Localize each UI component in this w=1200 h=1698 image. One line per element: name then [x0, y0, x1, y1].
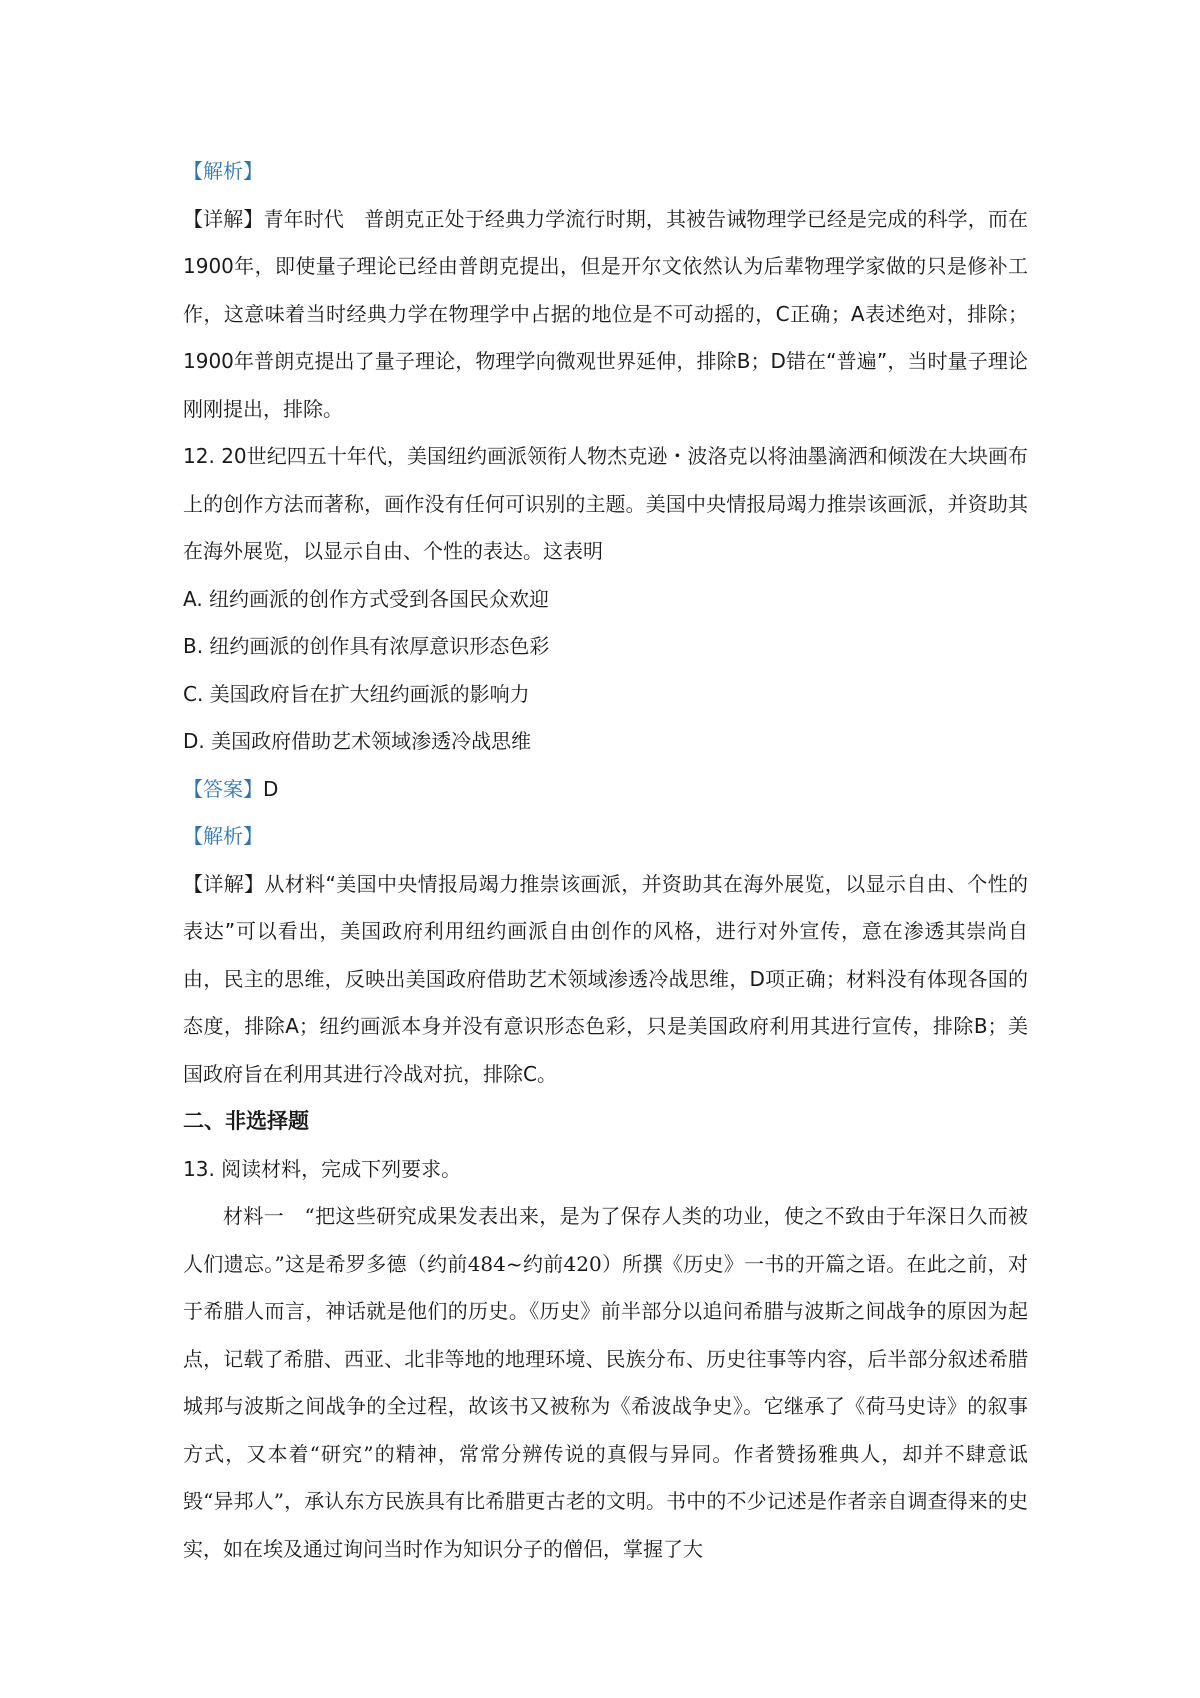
question-12-option-d: D. 美国政府借助艺术领域渗透冷战思维	[183, 729, 532, 753]
analysis-label-12: 【解析】	[183, 824, 263, 848]
analysis-label-1: 【解析】	[183, 159, 263, 183]
detail-text-1: 青年时代 普朗克正处于经典力学流行时期，其被告诫物理学已经是完成的科学，而在1900年，即使量子理论已经由普朗克提出，但是开尔文依然认为后辈物理学家做的只是修补工作，这意味着当时经典力学在物理学中占据的地位是不可动摇的，C正确；A表述绝对，排除；1900年普朗克提出了量子理论，物理学向微观世界延伸，排除B；D错在“普遍”，当时量子理论刚刚提出，排除。	[183, 206, 1029, 421]
question-13-material-1: 材料一 “把这些研究成果发表出来，是为了保存人类的功业，使之不致由于年深日久而被人们遗忘。”这是希罗多德（约前484~约前420）所撰《历史》一书的开篇之语。在此之前，对于希腊人而言，神话就是他们的历史。《历史》前半部分以追问希腊与波斯之间战争的原因为起点，记载了希腊、西亚、北非等地的地理环境、民族分布、历史往事等内容，后半部分叙述希腊城邦与波斯之间战争的全过程，故该书又被称为《希波战争史》。它继承了《荷马史诗》的叙事方式，又本着“研究”的精神，常常分辨传说的真假与异同。作者赞扬雅典人，却并不肆意诋毁“异邦人”，承认东方民族具有比希腊更古老的文明。书中的不少记述是作者亲自调查得来的史实，如在埃及通过询问当时作为知识分子的僧侣，掌握了大	[183, 1204, 1028, 1561]
detail-text-12: 从材料“美国中央情报局竭力推崇该画派，并资助其在海外展览，以显示自由、个性的表达”可以看出，美国政府利用纽约画派自由创作的风格，进行对外宣传，意在渗透其崇尚自由，民主的思维，反映出美国政府借助艺术领域渗透冷战思维，D项正确；材料没有体现各国的态度，排除A；纽约画派本身并没有意识形态色彩，只是美国政府利用其进行宣传，排除B；美国政府旨在利用其进行冷战对抗，排除C。	[183, 871, 1028, 1086]
question-12-option-b: B. 纽约画派的创作具有浓厚意识形态色彩	[183, 634, 550, 658]
answer-line-12	[183, 766, 1028, 814]
section-2-heading: 二、非选择题	[183, 1109, 309, 1133]
detail-label-12: 【详解】	[183, 871, 265, 896]
document-page	[183, 148, 1028, 1573]
question-12-option-a: A. 纽约画派的创作方式受到各国民众欢迎	[183, 586, 550, 611]
question-13-stem: 13. 阅读材料，完成下列要求。	[183, 1156, 462, 1181]
answer-label-12: 【答案】	[183, 776, 263, 801]
answer-value-12: D	[263, 776, 279, 801]
question-12-option-c: C. 美国政府旨在扩大纽约画派的影响力	[183, 681, 530, 706]
question-12-stem: 12. 20世纪四五十年代，美国纽约画派领衔人物杰克逊・波洛克以将油墨滴洒和倾泼在大块画布上的创作方法而著称，画作没有任何可识别的主题。美国中央情报局竭力推崇该画派，并资助其在海外展览，以显示自由、个性的表达。这表明	[183, 444, 1028, 563]
detail-paragraph-1	[183, 196, 1028, 434]
detail-paragraph-12	[183, 861, 1028, 1099]
detail-label-1: 【详解】	[183, 206, 264, 231]
